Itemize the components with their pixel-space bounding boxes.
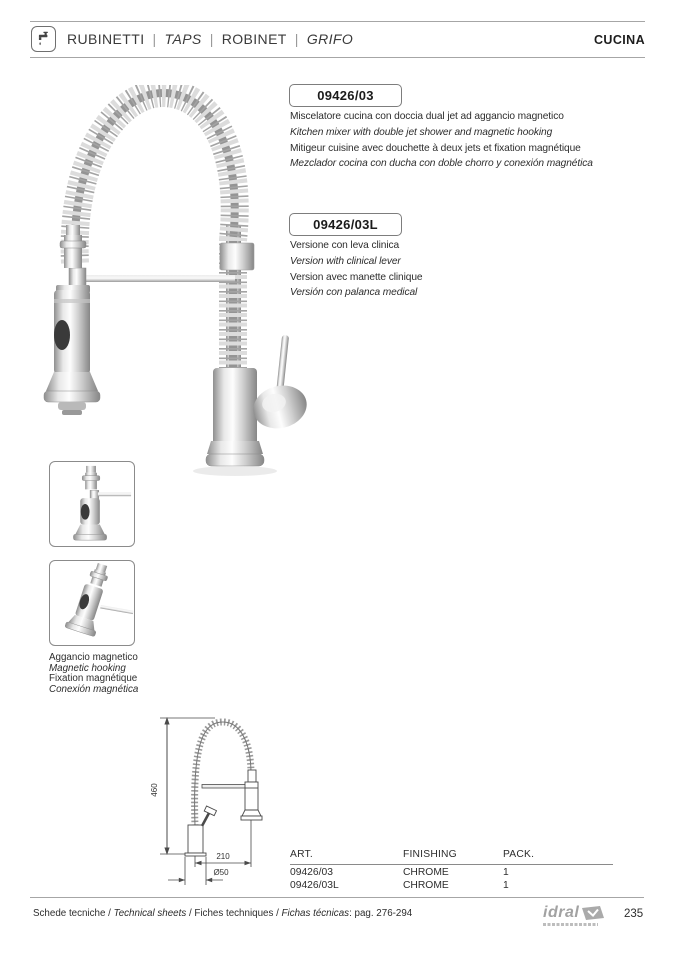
caption-it: Aggancio magnetico xyxy=(49,652,138,663)
product-descriptions xyxy=(290,238,422,301)
technical-drawing xyxy=(145,708,285,893)
footer-rule xyxy=(30,897,644,898)
table-row xyxy=(290,880,613,891)
desc-fr: Mitigeur cuisine avec douchette à deux jets et fixation magnétique xyxy=(290,142,581,154)
desc-en: Kitchen mixer with double jet shower and magnetic hooking xyxy=(290,126,553,138)
cell-pack: 1 xyxy=(503,880,509,891)
drawing-bar xyxy=(202,785,246,789)
cell-finishing: CHROME xyxy=(403,867,449,878)
height-dim-label: 460 xyxy=(150,783,159,797)
faucet-icon xyxy=(31,26,56,52)
spring-hose xyxy=(75,93,235,375)
caption-fr: Fixation magnétique xyxy=(49,673,138,685)
feature-caption xyxy=(49,653,138,695)
drawing-spring xyxy=(195,722,251,826)
footer-seg: / Fiches techniques / xyxy=(186,908,282,919)
desc-fr: Version avec manette clinique xyxy=(290,271,423,283)
category-robinet: ROBINET xyxy=(221,31,287,47)
category-grifo: GRIFO xyxy=(306,31,354,47)
product-descriptions xyxy=(290,109,593,172)
idral-logo-text: idral xyxy=(543,904,580,921)
product-photo xyxy=(28,85,313,485)
product-code: 09426/03 xyxy=(317,88,374,103)
cell-finishing: CHROME xyxy=(403,880,449,891)
footer-note xyxy=(33,908,412,919)
support-bar xyxy=(83,275,235,282)
caption-es: Conexión magnética xyxy=(49,683,139,695)
table-row xyxy=(290,867,613,878)
separator: | xyxy=(294,31,299,47)
detail-thumbnail-2 xyxy=(49,560,135,646)
cell-art: 09426/03 xyxy=(290,867,333,878)
diameter-dim-label: Ø50 xyxy=(213,868,229,877)
col-pack: PACK. xyxy=(503,849,535,860)
magnetic-hook-thumb xyxy=(50,561,134,645)
desc-en: Version with clinical lever xyxy=(290,255,401,267)
top-rule xyxy=(30,21,645,22)
desc-it: Versione con leva clinica xyxy=(290,240,400,251)
product-code-box xyxy=(289,213,402,236)
spec-table xyxy=(290,849,646,891)
detail-thumbnail-1 xyxy=(49,461,135,547)
category-taps: TAPS xyxy=(164,31,202,47)
spray-button xyxy=(54,320,70,350)
projection-dim-label: 210 xyxy=(216,852,230,861)
idral-logo-tagline xyxy=(543,923,598,926)
col-art: ART. xyxy=(290,849,313,860)
category-rubinetti: RUBINETTI xyxy=(67,31,145,47)
product-code: 09426/03L xyxy=(313,217,378,232)
col-finishing: FINISHING xyxy=(403,849,457,860)
header-rule xyxy=(30,57,645,58)
page-number: 235 xyxy=(624,908,644,920)
footer-seg: Technical sheets xyxy=(113,908,187,919)
desc-it: Miscelatore cucina con doccia dual jet ad aggancio magnetico xyxy=(290,111,564,122)
separator: | xyxy=(152,31,157,47)
footer-seg: Fichas técnicas xyxy=(281,908,350,919)
desc-es: Versión con palanca medical xyxy=(290,287,418,299)
faucet-icon-glyph xyxy=(35,30,52,48)
drawing-body xyxy=(185,806,217,856)
spec-table-header xyxy=(290,849,613,865)
spray-head xyxy=(44,225,100,415)
drawing-spray-head xyxy=(241,770,262,820)
footer-seg: : pag. 276-294 xyxy=(349,908,413,919)
caption-en: Magnetic hooking xyxy=(49,662,126,674)
cell-pack: 1 xyxy=(503,867,509,878)
footer-seg: Schede tecniche / xyxy=(33,908,114,919)
idral-logo-mark xyxy=(582,906,604,921)
spray-head-thumb xyxy=(50,462,134,546)
cell-art: 09426/03L xyxy=(290,880,339,891)
section-title: CUCINA xyxy=(593,33,645,47)
desc-es: Mezclador cocina con ducha con doble chorro y conexión magnética xyxy=(290,158,593,170)
header-categories xyxy=(67,31,353,47)
product-code-box xyxy=(289,84,402,107)
faucet-body xyxy=(193,335,311,476)
bar-joint xyxy=(69,268,86,286)
magnetic-dock xyxy=(220,243,254,270)
separator: | xyxy=(209,31,214,47)
